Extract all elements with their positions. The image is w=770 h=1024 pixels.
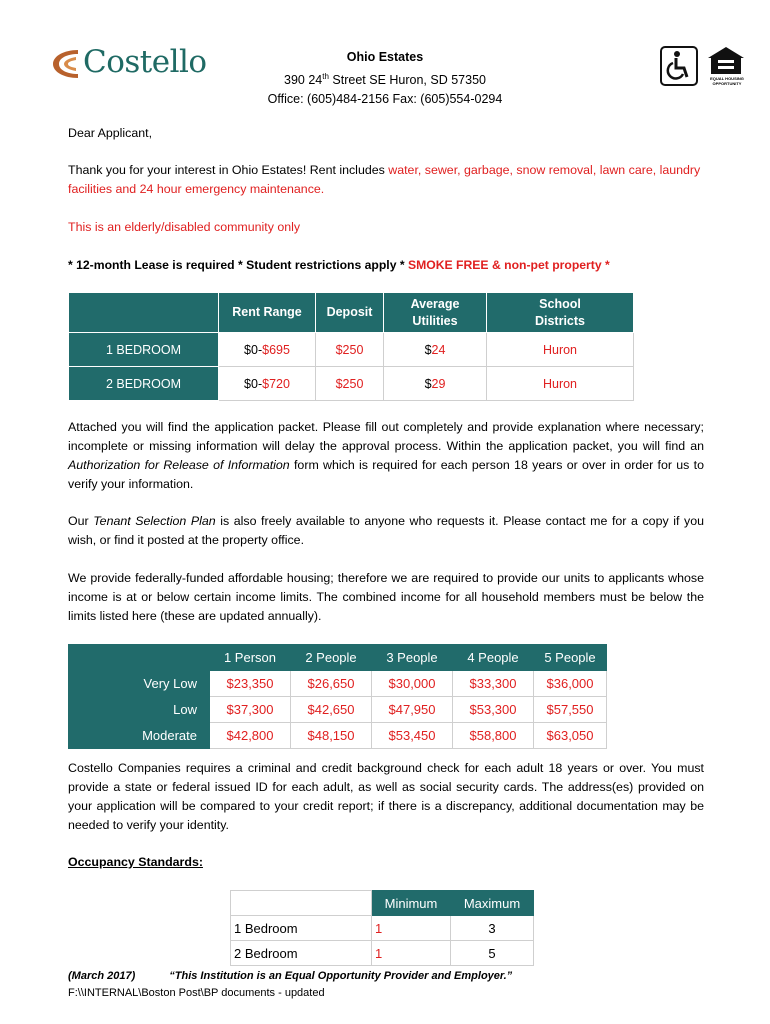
income-limit: $33,300 bbox=[453, 671, 534, 697]
utilities bbox=[384, 333, 487, 367]
income-limit: $58,800 bbox=[453, 723, 534, 749]
income-level: Low bbox=[69, 697, 210, 723]
rent-header-utilities bbox=[384, 293, 487, 333]
table-row bbox=[69, 367, 634, 401]
rent-max: $695 bbox=[262, 342, 290, 357]
wheelchair-accessible-icon bbox=[660, 46, 698, 86]
income-limit: $57,550 bbox=[534, 697, 607, 723]
smoke-free-text: SMOKE FREE & non-pet property * bbox=[407, 258, 610, 272]
compliance-icons bbox=[660, 46, 746, 88]
income-header-1: 1 Person bbox=[210, 645, 291, 671]
income-limit: $26,650 bbox=[291, 671, 372, 697]
intro-text: Thank you for your interest in Ohio Estates! Rent includes bbox=[68, 163, 389, 177]
rent-prefix: $0- bbox=[244, 376, 263, 391]
income-limit: $42,650 bbox=[291, 697, 372, 723]
intro-paragraph bbox=[68, 161, 704, 199]
address-number: 390 24 bbox=[284, 73, 323, 88]
bedroom-type: 1 Bedroom bbox=[231, 916, 372, 941]
income-limit: $48,150 bbox=[291, 723, 372, 749]
equal-housing-caption: EQUAL HOUSING OPPORTUNITY bbox=[710, 76, 744, 86]
rent-range bbox=[219, 333, 316, 367]
selection-plan-paragraph bbox=[68, 512, 704, 550]
occupancy-header-min: Minimum bbox=[372, 891, 451, 916]
table-row bbox=[69, 697, 607, 723]
rent-header-deposit: Deposit bbox=[316, 293, 384, 333]
income-limit: $53,300 bbox=[453, 697, 534, 723]
table-row bbox=[69, 723, 607, 749]
background-check-paragraph: Costello Companies requires a criminal and credit background check for each adult 18 years or over. You must provide a state or federal issued ID for each adult, as well as social security cards. The address(es) provided on your application will be compared to your credit report; if there is a discrepancy, additional documentation may be needed to verify your identity. bbox=[68, 761, 704, 832]
maximum-occupants: 3 bbox=[451, 916, 534, 941]
footer-statement-line bbox=[68, 968, 512, 985]
income-limits-table bbox=[68, 644, 607, 749]
file-path: F:\\INTERNAL\Boston Post\BP documents - updated bbox=[68, 987, 325, 999]
logo-mark-icon bbox=[50, 46, 84, 82]
districts-label: School Districts bbox=[534, 296, 586, 328]
income-limit: $63,050 bbox=[534, 723, 607, 749]
requirements-line bbox=[68, 256, 704, 275]
equal-housing-icon bbox=[706, 46, 744, 86]
deposit: $250 bbox=[316, 333, 384, 367]
property-phone: Office: (605)484-2156 Fax: (605)554-0294 bbox=[267, 92, 503, 107]
plan-text-2: is also freely available to anyone who requests it. Please contact me for a copy if you wish, or find it posted at the property office. bbox=[68, 514, 704, 547]
maximum-occupants: 5 bbox=[451, 941, 534, 966]
income-level: Moderate bbox=[69, 723, 210, 749]
district: Huron bbox=[487, 367, 634, 401]
utilities-label: Average Utilities bbox=[410, 296, 460, 328]
income-limit: $23,350 bbox=[210, 671, 291, 697]
income-header-5: 5 People bbox=[534, 645, 607, 671]
income-level: Very Low bbox=[69, 671, 210, 697]
bedroom-type: 2 Bedroom bbox=[231, 941, 372, 966]
property-address bbox=[240, 67, 530, 90]
income-table-header bbox=[69, 645, 607, 671]
utilities-value: 29 bbox=[431, 376, 446, 391]
rent-prefix: $0- bbox=[244, 342, 263, 357]
rent-range bbox=[219, 367, 316, 401]
occupancy-header-blank bbox=[231, 891, 372, 916]
footer bbox=[68, 968, 512, 1002]
unit-type: 1 BEDROOM bbox=[69, 333, 219, 367]
application-text-1: Attached you will find the application packet. Please fill out completely and provide explanation where necessary; incomplete or missing information will delay the approval process. Within the application packet, you will find an bbox=[68, 420, 704, 453]
income-paragraph: We provide federally-funded affordable housing; therefore we are required to provide our units to applicants whose income is at or below certain income limits. The combined income for all household members must be below the limits listed here (these are updated annually). bbox=[68, 571, 704, 623]
rent-table-header bbox=[69, 293, 634, 333]
table-row bbox=[69, 333, 634, 367]
authorization-form-name: Authorization for Release of Information bbox=[68, 458, 290, 472]
rent-header-range: Rent Range bbox=[219, 293, 316, 333]
logo-text: Costello bbox=[83, 44, 207, 80]
utilities-symbol: $ bbox=[424, 376, 432, 391]
income-header-3: 3 People bbox=[372, 645, 453, 671]
table-row bbox=[231, 941, 534, 966]
table-row bbox=[231, 916, 534, 941]
utilities-symbol: $ bbox=[424, 342, 432, 357]
income-header-2: 2 People bbox=[291, 645, 372, 671]
application-text-2: form which is required for each person 18 years or over in order for us to verify your information. bbox=[68, 458, 704, 491]
occupancy-table bbox=[230, 890, 534, 966]
rent-header-blank bbox=[69, 293, 219, 333]
equal-opportunity-statement: “This Institution is an Equal Opportunity Provider and Employer.” bbox=[169, 970, 513, 982]
district: Huron bbox=[487, 333, 634, 367]
community-note: This is an elderly/disabled community only bbox=[68, 220, 301, 234]
rent-includes-text: water, sewer, garbage, snow removal, lawn care, laundry facilities and 24 hour emergency maintenance. bbox=[68, 163, 701, 196]
application-paragraph bbox=[68, 418, 704, 494]
property-header bbox=[240, 48, 530, 109]
occupancy-table-header bbox=[231, 891, 534, 916]
address-street: Street SE Huron, SD 57350 bbox=[328, 73, 486, 88]
occupancy-heading: Occupancy Standards: bbox=[68, 855, 203, 869]
income-header-blank bbox=[69, 645, 210, 671]
property-title: Ohio Estates bbox=[346, 50, 424, 64]
rent-table bbox=[68, 292, 634, 401]
footer-date: (March 2017) bbox=[68, 970, 136, 982]
income-limit: $47,950 bbox=[372, 697, 453, 723]
income-limit: $30,000 bbox=[372, 671, 453, 697]
income-limit: $37,300 bbox=[210, 697, 291, 723]
income-header-4: 4 People bbox=[453, 645, 534, 671]
rent-header-districts bbox=[487, 293, 634, 333]
tenant-selection-plan-name: Tenant Selection Plan bbox=[93, 514, 216, 528]
utilities-value: 24 bbox=[431, 342, 446, 357]
unit-type: 2 BEDROOM bbox=[69, 367, 219, 401]
plan-text-1: Our bbox=[68, 514, 94, 528]
income-limit: $53,450 bbox=[372, 723, 453, 749]
costello-logo bbox=[50, 46, 220, 86]
rent-max: $720 bbox=[262, 376, 290, 391]
income-limit: $42,800 bbox=[210, 723, 291, 749]
table-row bbox=[69, 671, 607, 697]
minimum-occupants: 1 bbox=[372, 941, 451, 966]
minimum-occupants: 1 bbox=[372, 916, 451, 941]
occupancy-header-max: Maximum bbox=[451, 891, 534, 916]
utilities bbox=[384, 367, 487, 401]
deposit: $250 bbox=[316, 367, 384, 401]
address-ordinal: th bbox=[322, 72, 329, 81]
greeting: Dear Applicant, bbox=[68, 126, 153, 140]
income-limit: $36,000 bbox=[534, 671, 607, 697]
requirements-text: * 12-month Lease is required * Student restrictions apply * bbox=[68, 258, 408, 272]
